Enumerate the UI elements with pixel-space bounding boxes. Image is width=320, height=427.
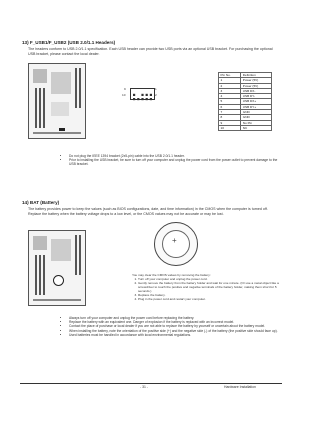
table-cell: USB DY- <box>241 94 272 99</box>
list-item: 3. Replace the battery. <box>138 293 286 297</box>
list-item: • Replace the battery with an equivalent one. Danger of explosion if the battery is replaced with an incorrect model. <box>69 320 283 324</box>
table-row <box>219 125 272 130</box>
list-item: 2. Gently remove the battery from the battery holder and wait for one minute. (Or use a metal object like a screwdriver to touch the positive and negative terminals of the battery holder, making them short for 5 seconds.) <box>138 281 286 293</box>
table-cell: 10 <box>219 125 241 130</box>
list-item: • Contact the place of purchase or local dealer if you are not able to replace the battery by yourself or uncertain about the battery model. <box>69 324 283 328</box>
table-cell: 7 <box>219 110 241 115</box>
pin-label-1: 1 <box>155 87 157 91</box>
usb-header-heading: 13) F_USB1/F_USB2 (USB 2.0/1.1 Headers) <box>22 40 116 45</box>
battery-icon <box>154 222 198 266</box>
table-cell: 2 <box>219 83 241 88</box>
usb-header-location-marker <box>59 128 65 131</box>
table-header-definition: Definition <box>241 73 272 78</box>
usb-warning-list <box>62 154 283 167</box>
table-cell: 4 <box>219 94 241 99</box>
table-cell: 6 <box>219 104 241 109</box>
page-number: - 31 - <box>140 385 148 389</box>
table-cell: 1 <box>219 78 241 83</box>
table-cell: Power (5V) <box>241 78 272 83</box>
table-cell: USB DX+ <box>241 99 272 104</box>
list-item: • Prior to installing the USB bracket, be sure to turn off your computer and unplug the power cord from the power outlet to prevent damage to the USB bracket. <box>69 158 283 166</box>
motherboard-diagram-usb <box>28 63 86 139</box>
list-item: • Used batteries must be handled in accordance with local environmental regulations. <box>69 333 283 337</box>
pin-label-10: 10 <box>122 93 126 97</box>
table-cell: USB DX- <box>241 88 272 93</box>
list-item: 4. Plug in the power cord and restart your computer. <box>138 297 286 301</box>
table-cell: 9 <box>219 120 241 125</box>
table-cell: NC <box>241 125 272 130</box>
usb-header-intro: The headers conform to USB 2.0/1.1 specification. Each USB header can provide two USB ports via an optional USB bracket. For purchasing the optional USB bracket, please contact the local dealer. <box>28 47 273 56</box>
table-cell: 8 <box>219 115 241 120</box>
list-item: 1. Turn off your computer and unplug the power cord. <box>138 277 286 281</box>
list-item: • Do not plug the IEEE 1394 bracket (2x5-pin) cable into the USB 2.0/1.1 header. <box>69 154 283 158</box>
battery-intro: The battery provides power to keep the values (such as BIOS configurations, date, and time information) in the CMOS when the computer is turned off. Replace the battery when the battery voltage drops to a low level, or the CMOS values may not be accurate or may be lost. <box>28 207 268 216</box>
table-cell: 3 <box>219 88 241 93</box>
battery-location-marker <box>53 275 64 286</box>
table-cell: Power (5V) <box>241 83 272 88</box>
table-cell: USB DY+ <box>241 104 272 109</box>
table-cell: GND <box>241 115 272 120</box>
motherboard-diagram-battery <box>28 230 86 306</box>
usb-header-pinout <box>124 88 164 102</box>
pin-label-2: 2 <box>155 93 157 97</box>
table-header-pin: Pin No. <box>219 73 241 78</box>
list-item: • When installing the battery, note the orientation of the positive side (+) and the negative side (-) of the battery (the positive side should face up). <box>69 329 283 333</box>
table-cell: 5 <box>219 99 241 104</box>
clear-cmos-steps <box>132 277 286 301</box>
list-item: • Always turn off your computer and unplug the power cord before replacing the battery. <box>69 316 283 320</box>
battery-positive-symbol: + <box>172 236 177 245</box>
table-cell: No Pin <box>241 120 272 125</box>
pin-label-9: 9 <box>124 87 126 91</box>
usb-pin-definition-table <box>218 72 272 131</box>
table-cell: GND <box>241 110 272 115</box>
battery-heading: 14) BAT (Battery) <box>22 200 60 205</box>
battery-warning-list <box>62 316 283 337</box>
clear-cmos-intro: You may clear the CMOS values by removing the battery: <box>132 273 211 277</box>
footer-rule <box>20 383 282 384</box>
footer-section-title: Hardware Installation <box>224 385 256 389</box>
